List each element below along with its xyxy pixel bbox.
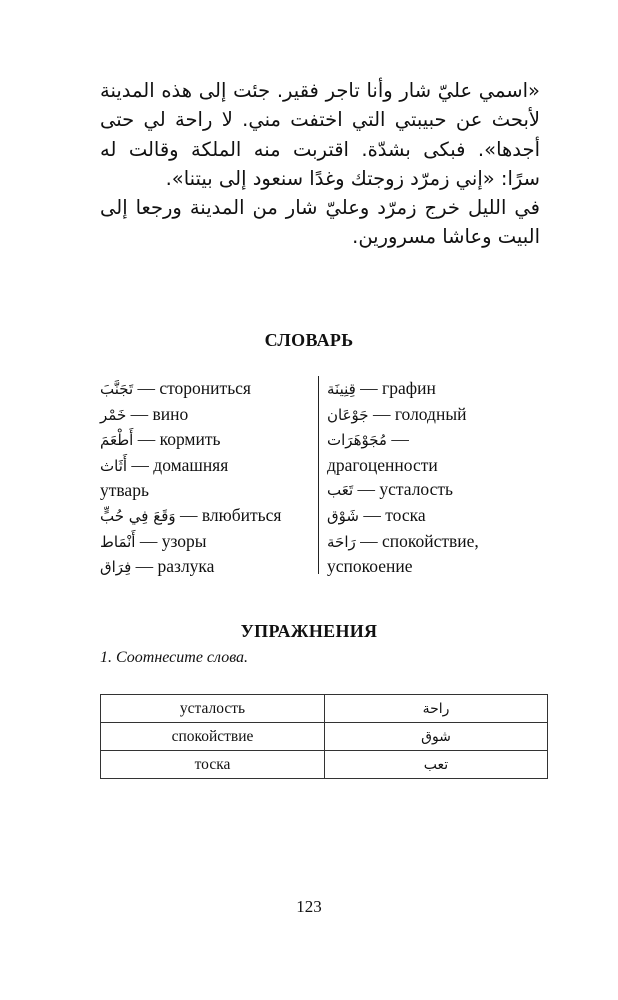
vocab-dash: — [126, 403, 153, 424]
arabic-paragraph: «اسمي عليّ شار وأنا تاجر فقير. جئت إلى هذه المدينة لأبحث عن حبيبتي التي اختفت مني. لا راحة لي حتى أجدها». فبكى بشدّة. اقتربت منه الملكة وقالت له سرًا: «إني زمرّد زوجتك وغدًا سنعود إلى بيتنا». [100, 79, 540, 190]
matching-table-body [101, 695, 548, 779]
vocab-entry [100, 453, 312, 503]
vocab-translation: узоры [161, 530, 207, 551]
vocab-dash: — [353, 479, 380, 500]
vocab-dash: — [175, 504, 202, 525]
vocab-translation-continued: драгоценности [327, 454, 438, 475]
arabic-word-cell: تعب [325, 751, 548, 779]
vocab-dash: — [133, 378, 160, 398]
exercises-heading: УПРАЖНЕНИЯ [240, 621, 378, 641]
vocab-entry [327, 529, 479, 579]
vocab-entry [100, 503, 312, 529]
vocab-translation: домашняя [153, 454, 229, 475]
russian-word-cell: усталость [101, 695, 325, 723]
vocab-entry [327, 503, 479, 529]
vocab-entry [327, 376, 479, 402]
vocab-arabic-word: رَاحَة [327, 532, 356, 551]
vocab-arabic-word: شَوْق [327, 506, 359, 525]
vocab-entry [327, 477, 479, 503]
vocab-arabic-word: وَقَعَ فِي حُبٍّ [100, 506, 176, 525]
vocab-arabic-word: تَعَب [327, 481, 354, 500]
vocab-entry [327, 402, 479, 428]
vocab-arabic-word: خَمْر [100, 405, 127, 424]
vocab-dash: — [355, 530, 382, 551]
vocab-dash: — [131, 556, 158, 577]
table-row [101, 751, 548, 779]
vocab-entry [100, 402, 312, 428]
page-number: 123 [296, 897, 322, 916]
arabic-story-text [100, 76, 540, 252]
vocab-arabic-word: فِرَاق [100, 558, 132, 577]
vocab-dash: — [368, 403, 395, 424]
vocab-arabic-word: أَطْعَمَ [100, 431, 134, 450]
table-row [101, 723, 548, 751]
vocabulary-list [100, 376, 520, 577]
vocab-dash: — [355, 378, 383, 398]
vocabulary-heading: СЛОВАРЬ [264, 330, 354, 350]
vocab-translation: кормить [159, 429, 221, 450]
vocab-arabic-word: قِنِينَة [327, 380, 356, 398]
russian-word-cell: спокойствие [101, 723, 325, 751]
vocab-dash: — [358, 504, 386, 525]
vocab-arabic-word: أَنْمَاط [100, 532, 136, 551]
vocab-entry [327, 427, 479, 477]
vocab-translation: вино [152, 403, 189, 424]
vocab-arabic-word: أَثَاث [100, 456, 128, 475]
vocab-translation-continued: утварь [100, 480, 149, 501]
vocab-translation: тоска [385, 504, 426, 525]
vocab-dash: — [133, 429, 160, 450]
vocab-translation: сторониться [159, 378, 251, 398]
vocab-entry [100, 529, 312, 555]
vocab-translation: графин [382, 378, 436, 398]
vocabulary-column-left [100, 376, 319, 577]
vocab-dash: — [386, 429, 409, 450]
vocab-translation-continued: успокоение [327, 556, 413, 577]
vocab-translation: разлука [157, 556, 215, 577]
vocab-entry [100, 427, 312, 453]
arabic-word-cell: راحة [325, 695, 548, 723]
matching-table [100, 694, 548, 779]
exercise-task: 1. Соотнесите слова. [100, 649, 249, 666]
vocab-translation: влюбиться [201, 504, 282, 525]
arabic-word-cell: شوق [325, 723, 548, 751]
vocab-dash: — [135, 530, 162, 551]
vocab-translation: спокойствие, [381, 530, 479, 551]
table-row [101, 695, 548, 723]
vocab-arabic-word: جَوْعَان [327, 405, 369, 424]
vocabulary-column-right [319, 376, 479, 577]
arabic-paragraph: في الليل خرج زمرّد وعليّ شار من المدينة ورجعا إلى البيت وعاشا مسرورين. [100, 196, 540, 249]
vocab-entry [100, 376, 312, 402]
vocab-entry [100, 554, 312, 580]
vocab-arabic-word: تَجَنَّبَ [100, 380, 134, 398]
vocab-translation: голодный [394, 403, 467, 424]
vocab-dash: — [127, 454, 154, 475]
vocab-arabic-word: مُجَوْهَرَات [327, 431, 387, 450]
vocab-translation: усталость [379, 479, 454, 500]
russian-word-cell: тоска [101, 751, 325, 779]
